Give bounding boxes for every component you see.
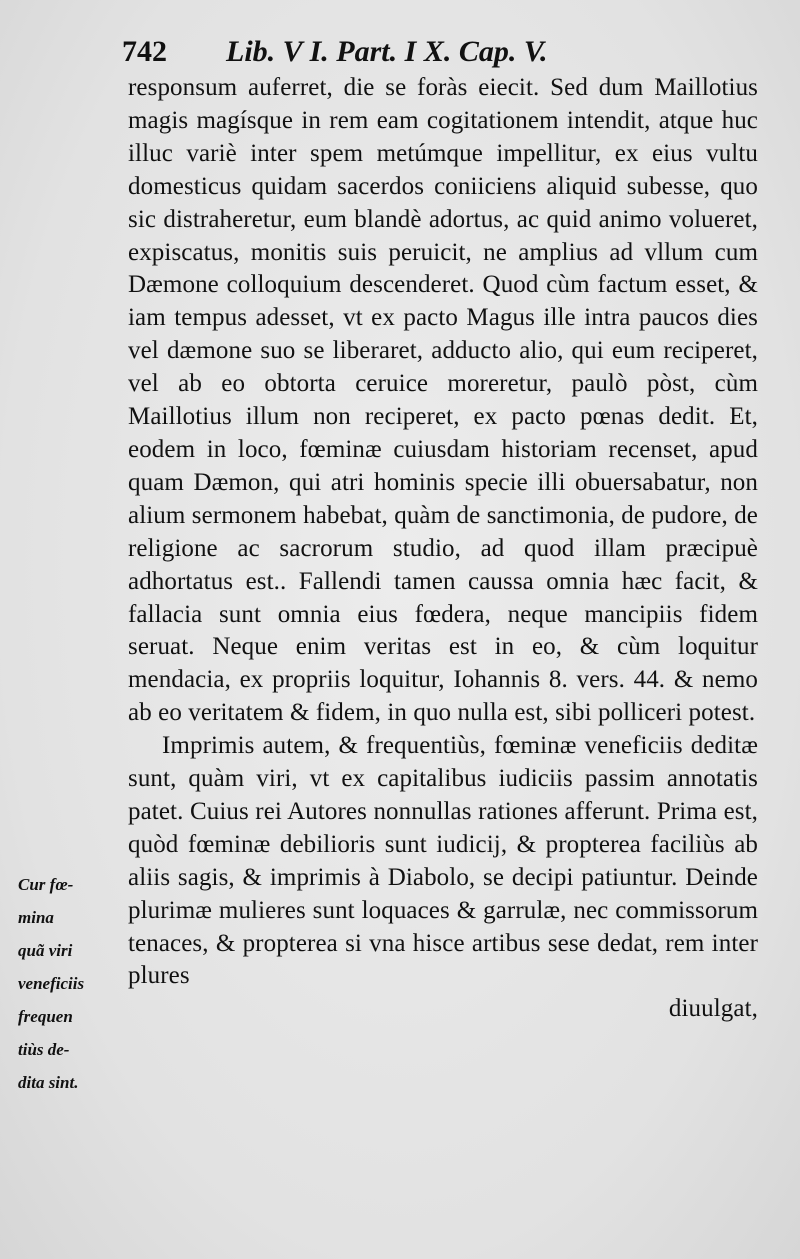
margin-note-line: veneficiis [18, 974, 85, 993]
running-header [122, 32, 762, 72]
paragraph-1: responsum auferret, die se foràs eiecit. Sed dum Maillotius magis magísque in rem eam cogitationem intendit, atque huc illuc variè inter spem metúmque impellitur, ex eius vultu domesticus quidam sacerdos coniiciens aliquid subesse, quo sic distraheretur, eum blandè adortus, ac quid animo volueret, expiscatus, monitis suis peruicit, ne amplius ad vllum cum Dæmone colloquium descenderet. Quod cùm factum esset, & iam tempus adesset, vt ex pacto Magus ille intra paucos dies vel dæmone suo se liberaret, adducto alio, qui eum reciperet, vel ab eo obtorta ceruice moreretur, paulò pòst, cùm Maillotius illum non reciperet, ex pacto pœnas dedit. Et, eodem in loco, fœminæ cuiusdam historiam recenset, apud quam Dæmon, qui atri hominis specie illi obuersabatur, non alium sermonem habebat, quàm de sanctimonia, de pudore, de religione ac sacrorum studio, ad quod illam præcipuè adhortatus est.. Fallendi tamen caussa omnia hæc facit, & fallacia sunt omnia eius fœdera, neque mancipiis fidem seruat. Neque enim veritas est in eo, & cùm loquitur mendacia, ex propriis loquitur, Iohannis 8. vers. 44. & nemo ab eo veritatem & fidem, in quo nulla est, sibi polliceri potest. [128, 74, 758, 727]
page-number: 742 [122, 35, 167, 68]
paragraph-2: Imprimis autem, & frequentiùs, fœminæ veneficiis deditæ sunt, quàm viri, vt ex capitalibus iudiciis passim annotatis patet. Cuius rei Autores nonnullas rationes afferunt. Prima est, quòd fœminæ debilioris sunt iudicij, & propterea faciliùs ab aliis sagis, & imprimis à Diabolo, se decipi patiuntur. Deinde plurimæ mulieres sunt loquaces & garrulæ, nec commissorum tenaces, & propterea si vna hisce artibus sese dedat, rem inter plures [128, 732, 758, 990]
margin-note-line: dita sint. [18, 1073, 79, 1092]
margin-note-line: frequen [18, 1007, 73, 1026]
margin-note-line: quã viri [18, 941, 73, 960]
margin-note-line: Cur fœ- [18, 875, 74, 894]
margin-note-line: tiùs de- [18, 1040, 70, 1059]
running-title: Lib. V I. Part. I X. Cap. V. [226, 35, 548, 68]
margin-note [18, 868, 120, 1099]
main-text [128, 72, 758, 1026]
margin-note-line: mina [18, 908, 54, 927]
catchword: diuulgat, [668, 995, 758, 1023]
